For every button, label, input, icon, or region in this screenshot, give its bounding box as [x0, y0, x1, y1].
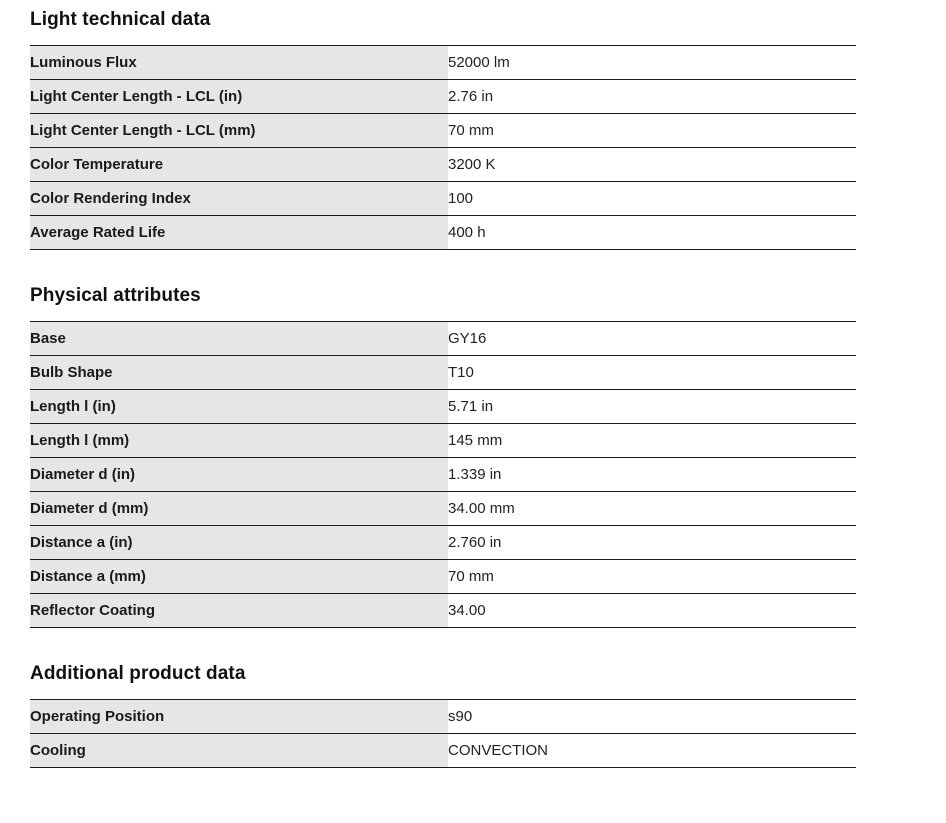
spec-label-cell: Light Center Length - LCL (mm) [30, 114, 448, 148]
spec-value-cell: 145 mm [448, 431, 503, 449]
spec-section [30, 662, 946, 768]
spec-table-body [30, 322, 856, 628]
spec-table [30, 45, 856, 250]
spec-row [30, 700, 856, 734]
spec-section [30, 284, 946, 628]
spec-value-cell: GY16 [448, 329, 487, 347]
spec-row [30, 594, 856, 628]
spec-label-cell: Distance a (in) [30, 526, 448, 560]
spec-value-cell: 1.339 in [448, 465, 502, 483]
spec-value-cell: 70 mm [448, 121, 494, 139]
spec-row [30, 390, 856, 424]
spec-table [30, 321, 856, 628]
spec-value-cell: 70 mm [448, 567, 494, 585]
spec-label-cell: Bulb Shape [30, 356, 448, 390]
spec-label-cell: Length l (in) [30, 390, 448, 424]
spec-label-cell: Diameter d (in) [30, 458, 448, 492]
spec-row [30, 322, 856, 356]
spec-label-cell: Base [30, 322, 448, 356]
spec-value-cell: s90 [448, 707, 473, 725]
spec-row [30, 560, 856, 594]
spec-row [30, 182, 856, 216]
spec-value-cell: 2.760 in [448, 533, 502, 551]
spec-row [30, 458, 856, 492]
spec-value-cell: T10 [448, 363, 474, 381]
spec-row [30, 424, 856, 458]
spec-row [30, 216, 856, 250]
spec-label-cell: Light Center Length - LCL (in) [30, 80, 448, 114]
spec-value-cell: 34.00 mm [448, 499, 515, 517]
spec-label-cell: Operating Position [30, 700, 448, 734]
spec-value-cell: 100 [448, 189, 474, 207]
spec-row [30, 492, 856, 526]
spec-row [30, 734, 856, 768]
section-title: Light technical data [30, 9, 211, 30]
spec-table [30, 699, 856, 768]
spec-label-cell: Length l (mm) [30, 424, 448, 458]
spec-label-cell: Luminous Flux [30, 46, 448, 80]
spec-table-body [30, 700, 856, 768]
spec-value-cell: 3200 K [448, 155, 496, 173]
spec-value-cell: 34.00 [448, 601, 486, 619]
spec-table-body [30, 46, 856, 250]
spec-label-cell: Distance a (mm) [30, 560, 448, 594]
spec-row [30, 148, 856, 182]
section-title: Additional product data [30, 663, 246, 684]
spec-label-cell: Cooling [30, 734, 448, 768]
spec-value-cell: 52000 lm [448, 53, 510, 71]
spec-value-cell: 2.76 in [448, 87, 494, 105]
section-title: Physical attributes [30, 285, 201, 306]
spec-label-cell: Reflector Coating [30, 594, 448, 628]
spec-label-cell: Color Temperature [30, 148, 448, 182]
spec-section [30, 8, 946, 250]
spec-row [30, 46, 856, 80]
spec-value-cell: CONVECTION [448, 741, 549, 759]
spec-row [30, 114, 856, 148]
spec-value-cell: 5.71 in [448, 397, 494, 415]
spec-value-cell: 400 h [448, 223, 486, 241]
spec-row [30, 356, 856, 390]
spec-row [30, 526, 856, 560]
spec-label-cell: Color Rendering Index [30, 182, 448, 216]
spec-label-cell: Diameter d (mm) [30, 492, 448, 526]
spec-label-cell: Average Rated Life [30, 216, 448, 250]
spec-row [30, 80, 856, 114]
